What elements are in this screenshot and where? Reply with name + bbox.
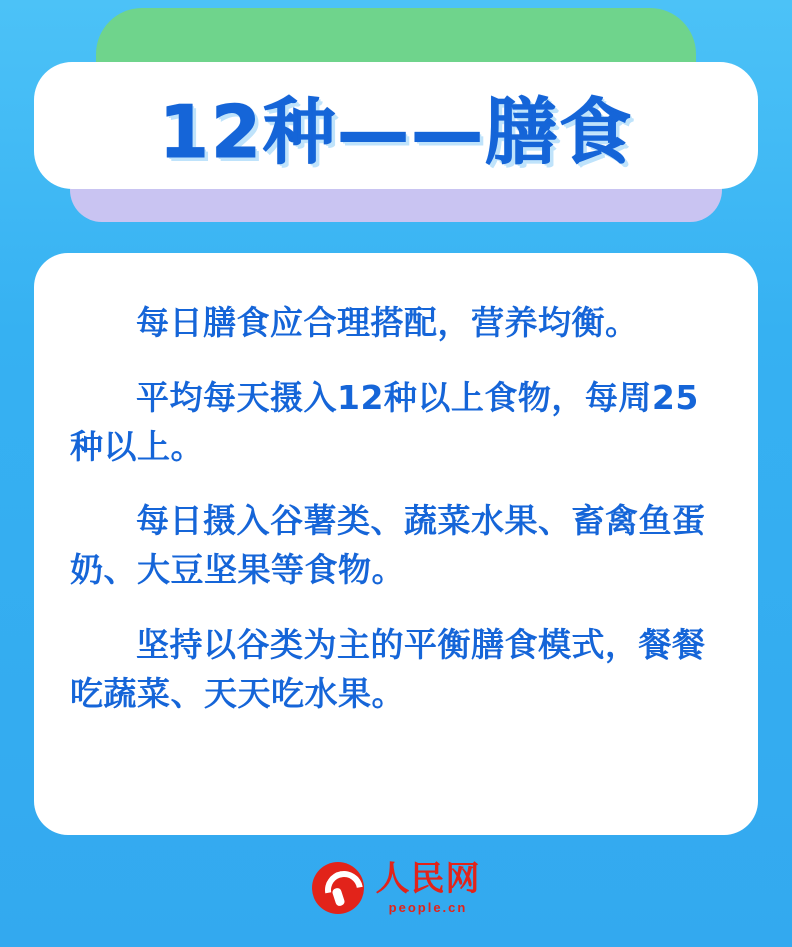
- title-card: [34, 62, 758, 189]
- logo-name-en: people.cn: [388, 900, 468, 915]
- paragraph-2: 平均每天摄入12种以上食物，每周25种以上。: [70, 377, 699, 466]
- logo-name-cn: 人民网: [375, 859, 481, 899]
- paragraph-4: 坚持以谷类为主的平衡膳食模式，餐餐吃蔬菜、天天吃水果。: [70, 625, 706, 713]
- paragraph-1: 每日膳食应合理搭配，营养均衡。: [136, 303, 639, 342]
- body-card: [34, 253, 758, 835]
- paragraph-3: 每日摄入谷薯类、蔬菜水果、畜禽鱼蛋奶、大豆坚果等食物。: [70, 501, 706, 590]
- logo-text: [375, 859, 481, 915]
- page-title: 12种——膳食: [158, 89, 634, 174]
- people-cn-logo-icon: [312, 862, 364, 914]
- footer-branding: [0, 859, 792, 915]
